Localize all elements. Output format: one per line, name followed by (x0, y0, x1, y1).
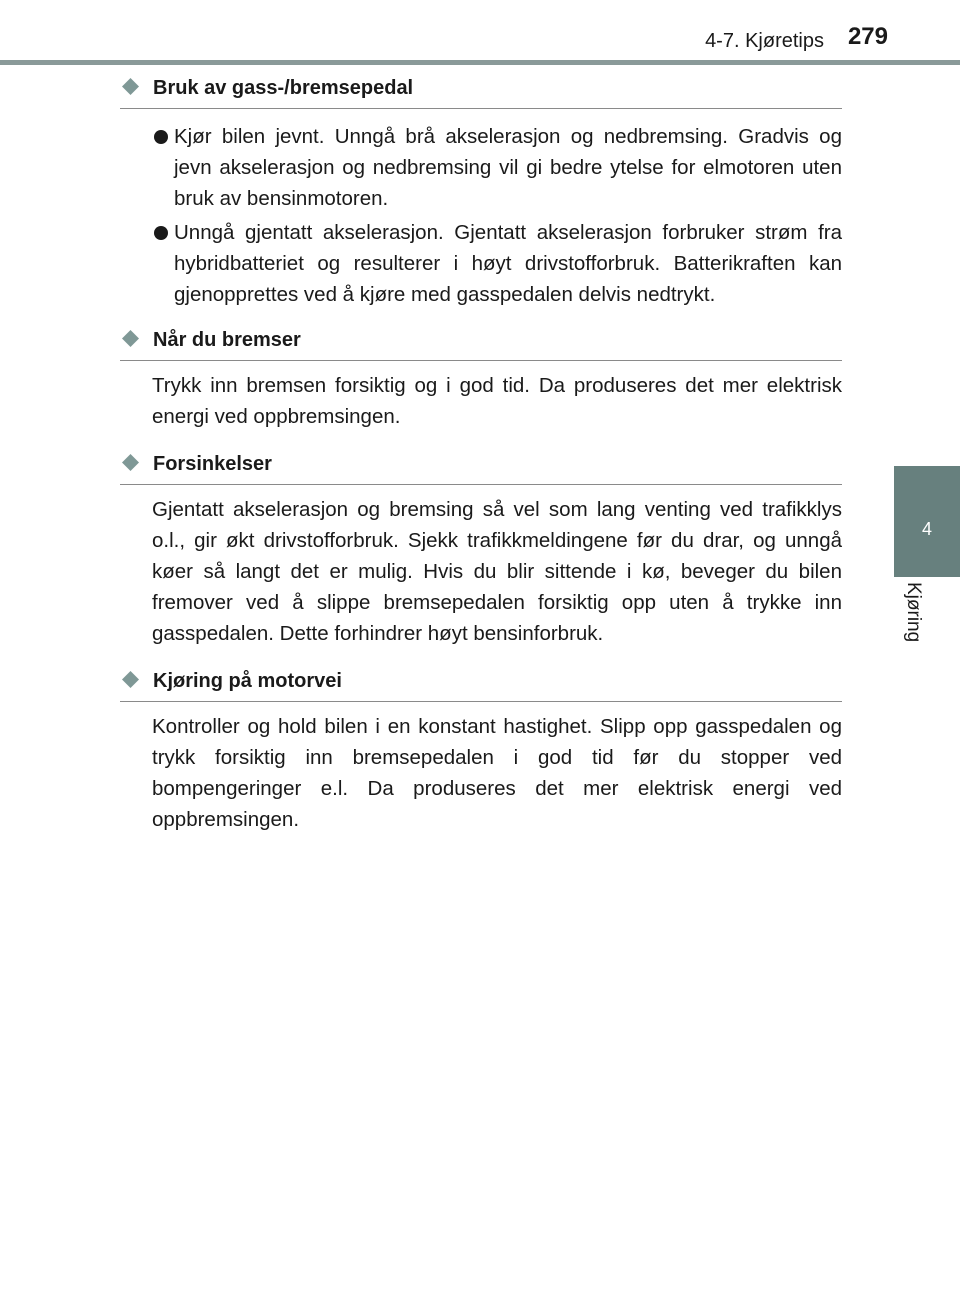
section-text: Gjentatt akselerasjon og bremsing så vel som lang venting ved trafikklys o.l., gir økt drivstofforbruk. Sjekk trafikkmeldingene før du drar, og unngå køer så langt det er mulig. Hvis du blir sittende i kø, beveger du bilen fremover ved å slippe bremsepedalen forsiktig opp uten å trykke inn gasspedalen. Dette forhindrer høyt bensinforbruk. (152, 498, 842, 645)
chapter-number: 4 (921, 519, 932, 539)
section-title: Kjøring på motorvei (153, 670, 342, 692)
bullet-icon (154, 130, 168, 144)
list-item-text: Kjør bilen jevnt. Unngå brå akselerasjon og nedbremsing. Gradvis og jevn akselerasjon og nedbremsing vil gi bedre ytelse for elmotoren uten bruk av bensinmotoren. (174, 125, 842, 210)
section-text: Kontroller og hold bilen i en konstant hastighet. Slipp opp gasspedalen og trykk forsiktig inn bremsepedalen i god tid før du stopper ved bompengeringer e.l. Da produseres det mer elektrisk energi ved oppbremsingen. (152, 715, 842, 831)
diamond-icon (122, 454, 139, 471)
section-title: Når du bremser (153, 329, 301, 351)
bullet-icon (154, 226, 168, 240)
list-item (120, 121, 842, 214)
section-pedal-use (120, 68, 842, 310)
diamond-icon (122, 330, 139, 347)
chapter-label: Kjøring (903, 582, 924, 643)
list-item-text: Unngå gjentatt akselerasjon. Gjentatt akselerasjon forbruker strøm fra hybridbatteriet og resulterer i høyt drivstofforbruk. Batterikraften kan gjenopprettes ved å kjøre med gasspedalen delvis nedtrykt. (174, 221, 842, 306)
page-number: 279 (847, 23, 888, 50)
diamond-icon (122, 78, 139, 95)
section-title: Forsinkelser (153, 453, 272, 475)
diamond-icon (122, 671, 139, 688)
section-delays (120, 444, 842, 649)
page-content (120, 68, 842, 835)
header-section-title: 4-7. Kjøretips (705, 30, 824, 52)
section-heading (120, 444, 842, 485)
list-item (120, 217, 842, 310)
section-heading (120, 320, 842, 361)
header-rule (0, 60, 960, 65)
section-heading (120, 68, 842, 109)
section-title: Bruk av gass-/bremsepedal (153, 77, 414, 99)
section-heading (120, 661, 842, 702)
page-header (0, 0, 960, 60)
chapter-tab (894, 466, 960, 577)
section-braking (120, 320, 842, 432)
section-motorway (120, 661, 842, 835)
section-text: Trykk inn bremsen forsiktig og i god tid. Da produseres det mer elektrisk energi ved oppbremsingen. (152, 374, 842, 428)
